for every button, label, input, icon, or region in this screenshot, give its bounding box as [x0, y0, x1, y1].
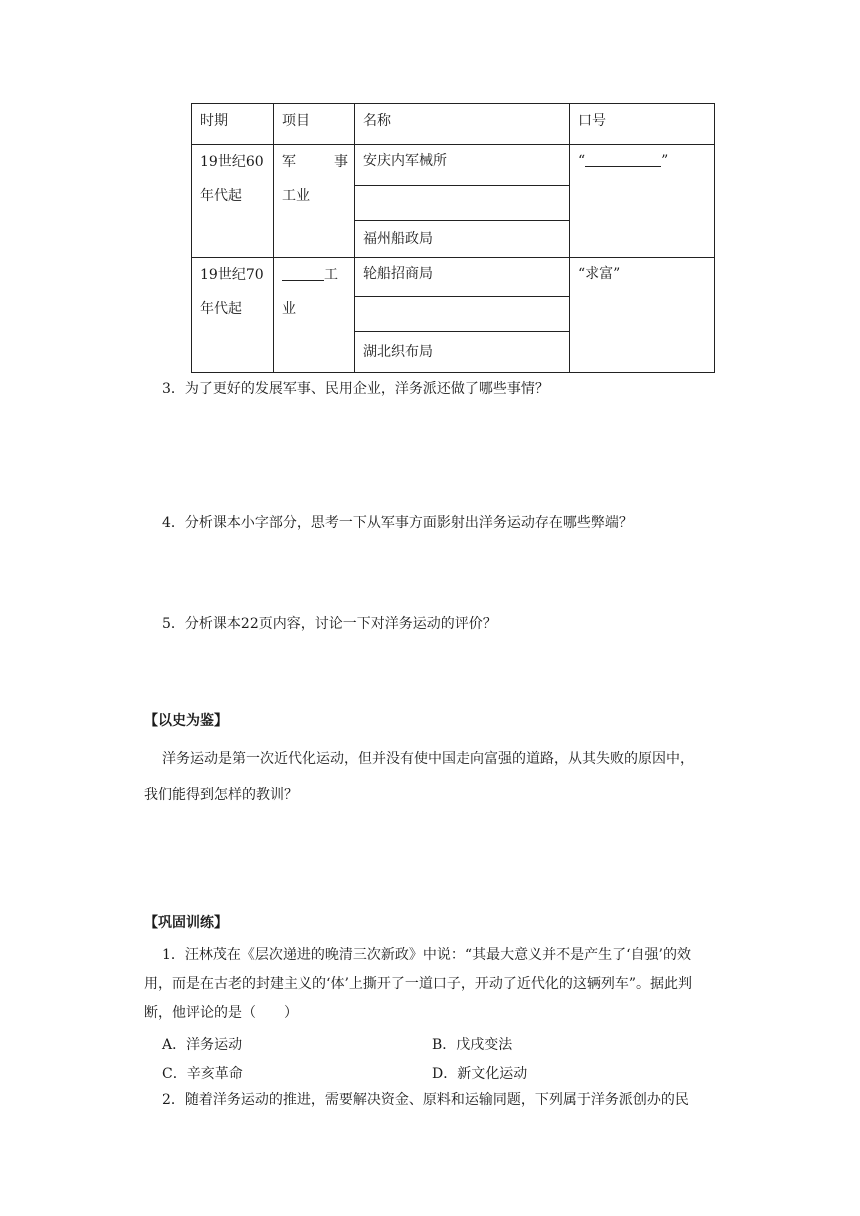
- practice-q1-line3: 断，他评论的是（ ）: [144, 1005, 298, 1021]
- project-military-char2: 事: [334, 154, 348, 170]
- table-row: [192, 258, 715, 297]
- question-3: 3．为了更好的发展军事、民用企业，洋务派还做了哪些事情？: [162, 381, 549, 397]
- option-a[interactable]: A．洋务运动: [162, 1037, 243, 1053]
- name-cell-zhaoshang: 轮船招商局: [355, 258, 570, 297]
- practice-heading: 【巩固训练】: [144, 915, 228, 931]
- project-blank-line: [282, 264, 324, 281]
- project-cell-military: [274, 145, 355, 258]
- table-header-row: [192, 104, 715, 145]
- period-60s-line2: 年代起: [200, 188, 242, 204]
- enterprise-table: [191, 103, 715, 373]
- header-name: 名称: [355, 104, 570, 145]
- name-cell-fuzhou: 福州船政局: [355, 221, 570, 258]
- project-civil-suffix: 工: [324, 267, 338, 283]
- period-60s-line1: 19世纪60: [200, 154, 264, 170]
- period-70s-line2: 年代起: [200, 301, 242, 317]
- header-period: 时期: [192, 104, 274, 145]
- question-5: 5．分析课本22页内容，讨论一下对洋务运动的评价？: [162, 616, 497, 632]
- header-project: 项目: [274, 104, 355, 145]
- header-slogan: 口号: [570, 104, 715, 145]
- name-cell-blank-1: [355, 186, 570, 221]
- project-military-line2: 工业: [282, 188, 310, 204]
- history-lesson-line2: 我们能得到怎样的教训？: [144, 787, 298, 803]
- period-cell-60s: [192, 145, 274, 258]
- slogan-blank-line: [585, 150, 661, 167]
- project-civil-line2: 业: [282, 301, 296, 317]
- period-70s-line1: 19世纪70: [200, 267, 264, 283]
- option-d[interactable]: D．新文化运动: [432, 1066, 528, 1082]
- period-cell-70s: [192, 258, 274, 373]
- project-cell-civil: [274, 258, 355, 373]
- name-cell-anqing: 安庆内军械所: [355, 145, 570, 186]
- history-lesson-heading: 【以史为鉴】: [144, 713, 228, 729]
- practice-q2-line1: 2．随着洋务运动的推进，需要解决资金、原料和运输同题，下列属于洋务派创办的民: [162, 1092, 689, 1108]
- table-row: [192, 145, 715, 186]
- name-cell-blank-2: [355, 297, 570, 332]
- slogan-cell-qiufu: “求富”: [570, 258, 715, 373]
- practice-q1-line1: 1．汪林茂在《层次递进的晚清三次新政》中说：“其最大意义并不是产生了‘自强’的效: [162, 947, 691, 963]
- question-4: 4．分析课本小字部分，思考一下从军事方面影射出洋务运动存在哪些弊端？: [162, 515, 633, 531]
- practice-q1-line2: 用，而是在古老的封建主义的‘体’上撕开了一道口子，开动了近代化的这辆列车”。据此判: [144, 976, 693, 992]
- name-cell-hubei: 湖北织布局: [355, 332, 570, 373]
- history-lesson-line1: 洋务运动是第一次近代化运动，但并没有使中国走向富强的道路，从其失败的原因中，: [162, 751, 694, 767]
- option-c[interactable]: C．辛亥革命: [162, 1066, 243, 1082]
- project-military-char1: 军: [282, 154, 296, 170]
- option-b[interactable]: B．戊戌变法: [432, 1037, 513, 1053]
- slogan-cell-fill-in: “ ”: [570, 145, 715, 258]
